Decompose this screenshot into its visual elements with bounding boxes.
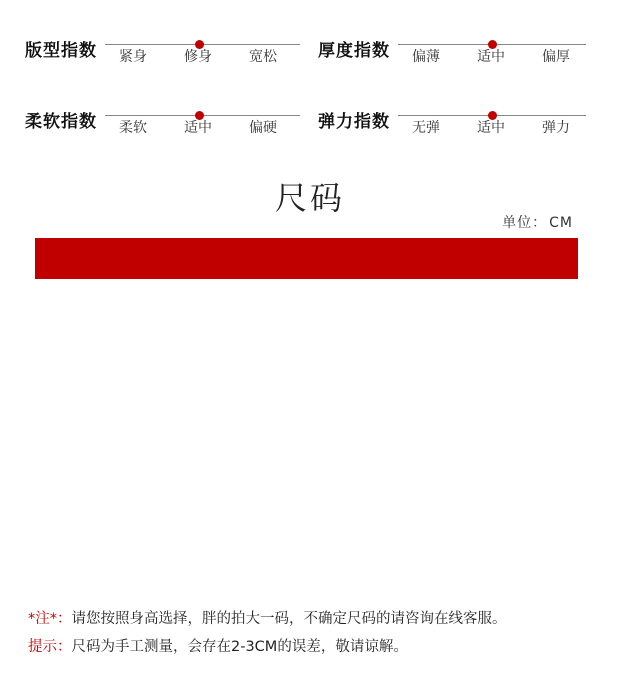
tip-label: 提示： <box>28 639 72 655</box>
tip-line <box>28 635 408 656</box>
thickness-option-thick: 偏厚 <box>542 49 570 65</box>
softness-index-title: 柔软指数 <box>25 112 97 132</box>
elasticity-index-title: 弹力指数 <box>318 112 390 132</box>
thickness-option-medium: 适中 <box>477 49 505 65</box>
elasticity-option-stretch: 弹力 <box>542 120 570 136</box>
fit-option-tight: 紧身 <box>119 49 147 65</box>
fit-index-title: 版型指数 <box>25 41 97 61</box>
elasticity-index <box>318 107 593 147</box>
thickness-index-title: 厚度指数 <box>318 41 390 61</box>
fit-index <box>25 36 300 76</box>
fit-option-loose: 宽松 <box>249 49 277 65</box>
size-table-header-bar <box>35 238 578 279</box>
note-text: 请您按照身高选择，胖的拍大一码，不确定尺码的请咨询在线客服。 <box>71 611 507 627</box>
elasticity-option-medium: 适中 <box>477 120 505 136</box>
note-label: *注*： <box>28 611 72 627</box>
softness-option-soft: 柔软 <box>119 120 147 136</box>
fit-option-slim: 修身 <box>184 49 212 65</box>
unit-label <box>500 212 573 232</box>
elasticity-option-none: 无弹 <box>412 120 440 136</box>
softness-index <box>25 107 300 147</box>
thickness-index <box>318 36 593 76</box>
unit-label-text: 单位： <box>502 215 548 231</box>
size-section-title: 尺码 <box>274 179 345 217</box>
softness-option-hard: 偏硬 <box>249 120 277 136</box>
tip-text: 尺码为手工测量，会存在2-3CM的误差，敬请谅解。 <box>71 639 408 655</box>
unit-value: CM <box>549 215 573 231</box>
softness-option-medium: 适中 <box>184 120 212 136</box>
note-line <box>28 607 507 628</box>
thickness-option-thin: 偏薄 <box>412 49 440 65</box>
